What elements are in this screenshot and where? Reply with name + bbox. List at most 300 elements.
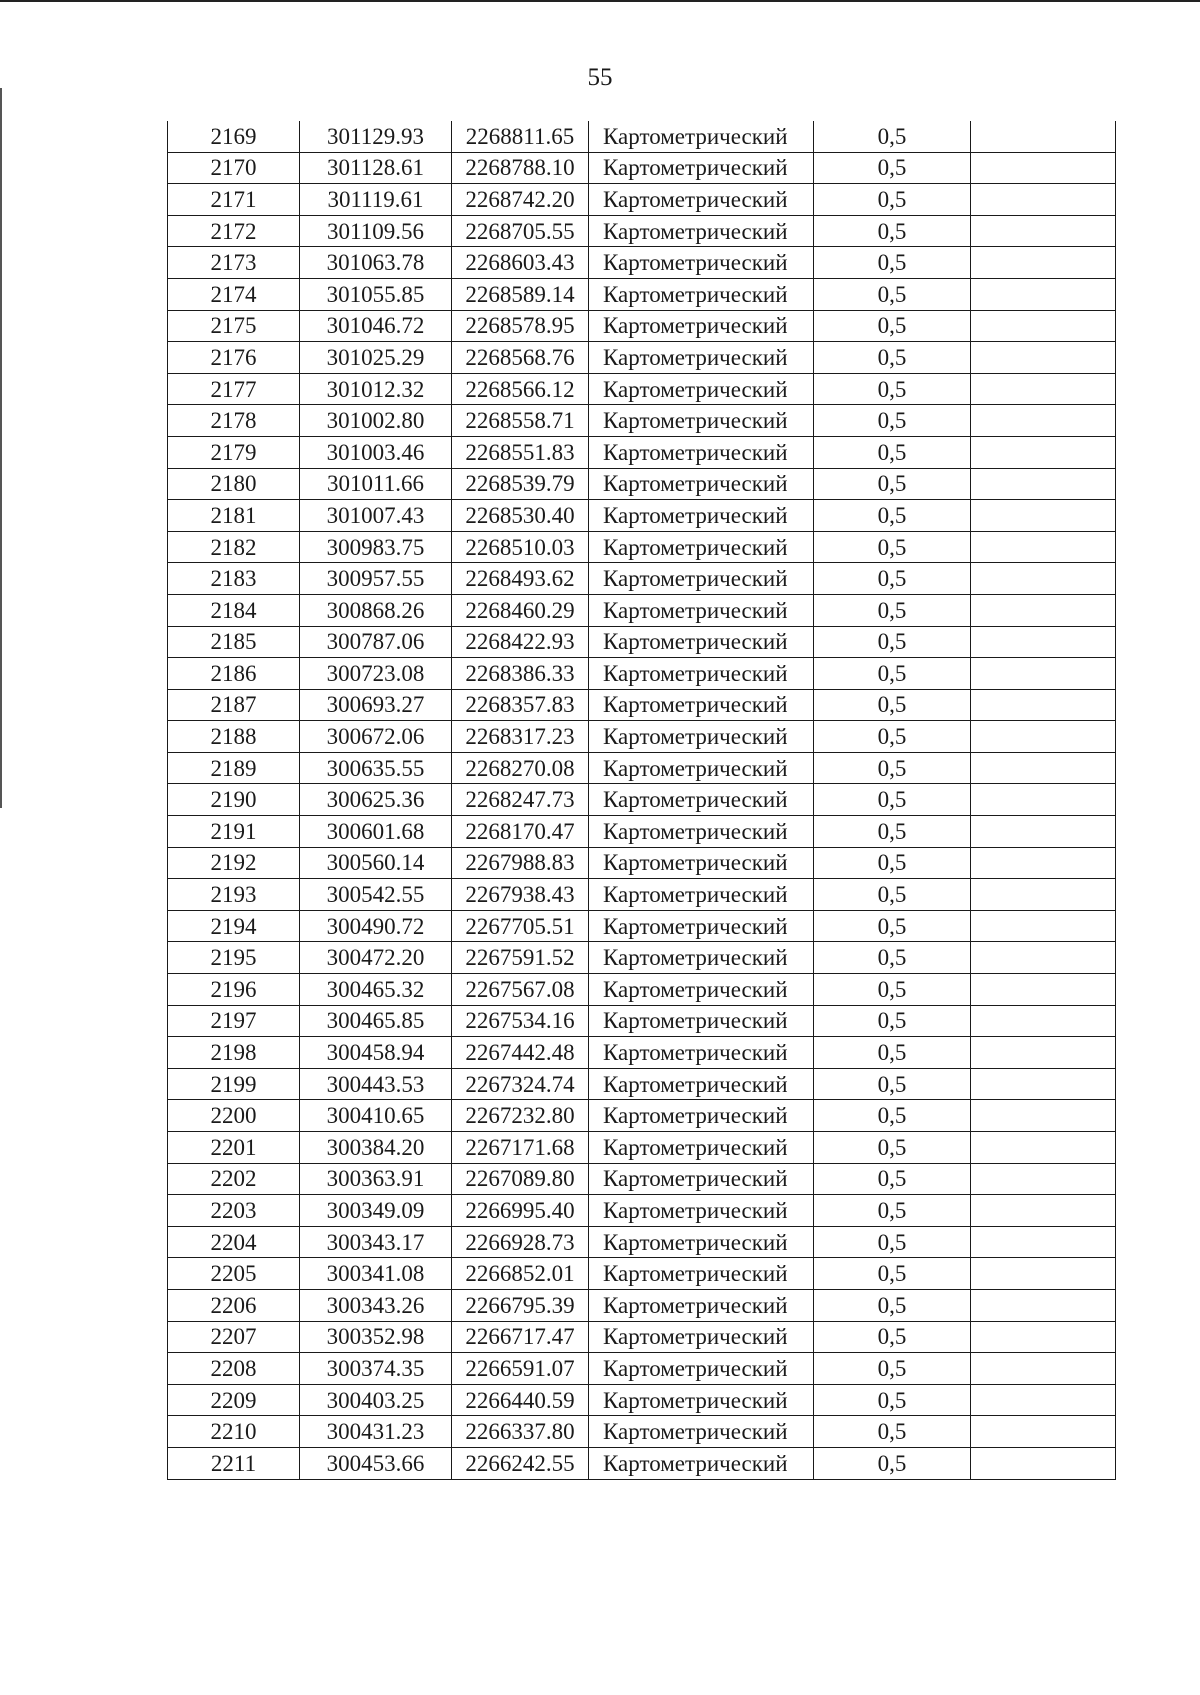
- blank-cell: [971, 816, 1116, 848]
- point-number-cell: 2196: [168, 974, 300, 1006]
- point-number-cell: 2187: [168, 689, 300, 721]
- method-cell: Картометрический: [589, 1289, 814, 1321]
- page-number: 55: [587, 64, 613, 91]
- point-number-cell: 2211: [168, 1447, 300, 1479]
- y-coordinate-cell: 2266337.80: [452, 1416, 589, 1448]
- table-row: [168, 626, 1116, 658]
- x-coordinate-cell: 301119.61: [300, 184, 452, 216]
- point-number-cell: 2173: [168, 247, 300, 279]
- method-cell: Картометрический: [589, 500, 814, 532]
- y-coordinate-cell: 2266717.47: [452, 1321, 589, 1353]
- x-coordinate-cell: 300384.20: [300, 1132, 452, 1164]
- x-coordinate-cell: 300349.09: [300, 1195, 452, 1227]
- precision-cell: 0,5: [814, 816, 971, 848]
- precision-cell: 0,5: [814, 1384, 971, 1416]
- table-row: [168, 1163, 1116, 1195]
- table-row: [168, 594, 1116, 626]
- x-coordinate-cell: 300983.75: [300, 531, 452, 563]
- method-cell: Картометрический: [589, 689, 814, 721]
- y-coordinate-cell: 2268510.03: [452, 531, 589, 563]
- blank-cell: [971, 689, 1116, 721]
- x-coordinate-cell: 300868.26: [300, 594, 452, 626]
- blank-cell: [971, 1321, 1116, 1353]
- point-number-cell: 2209: [168, 1384, 300, 1416]
- method-cell: Картометрический: [589, 1384, 814, 1416]
- table-row: [168, 342, 1116, 374]
- y-coordinate-cell: 2268568.76: [452, 342, 589, 374]
- x-coordinate-cell: 301012.32: [300, 373, 452, 405]
- point-number-cell: 2176: [168, 342, 300, 374]
- x-coordinate-cell: 300787.06: [300, 626, 452, 658]
- y-coordinate-cell: 2267171.68: [452, 1132, 589, 1164]
- table-row: [168, 152, 1116, 184]
- blank-cell: [971, 1384, 1116, 1416]
- method-cell: Картометрический: [589, 121, 814, 152]
- table-row: [168, 278, 1116, 310]
- blank-cell: [971, 278, 1116, 310]
- y-coordinate-cell: 2268386.33: [452, 658, 589, 690]
- x-coordinate-cell: 300957.55: [300, 563, 452, 595]
- method-cell: Картометрический: [589, 373, 814, 405]
- y-coordinate-cell: 2267567.08: [452, 974, 589, 1006]
- precision-cell: 0,5: [814, 373, 971, 405]
- table-row: [168, 910, 1116, 942]
- method-cell: Картометрический: [589, 784, 814, 816]
- y-coordinate-cell: 2267232.80: [452, 1100, 589, 1132]
- point-number-cell: 2199: [168, 1068, 300, 1100]
- blank-cell: [971, 1258, 1116, 1290]
- method-cell: Картометрический: [589, 184, 814, 216]
- y-coordinate-cell: 2266995.40: [452, 1195, 589, 1227]
- precision-cell: 0,5: [814, 594, 971, 626]
- precision-cell: 0,5: [814, 1132, 971, 1164]
- y-coordinate-cell: 2268788.10: [452, 152, 589, 184]
- precision-cell: 0,5: [814, 500, 971, 532]
- table-row: [168, 121, 1116, 152]
- precision-cell: 0,5: [814, 1005, 971, 1037]
- method-cell: Картометрический: [589, 1068, 814, 1100]
- method-cell: Картометрический: [589, 594, 814, 626]
- point-number-cell: 2203: [168, 1195, 300, 1227]
- blank-cell: [971, 721, 1116, 753]
- method-cell: Картометрический: [589, 215, 814, 247]
- blank-cell: [971, 121, 1116, 152]
- y-coordinate-cell: 2268603.43: [452, 247, 589, 279]
- precision-cell: 0,5: [814, 1226, 971, 1258]
- x-coordinate-cell: 300465.32: [300, 974, 452, 1006]
- precision-cell: 0,5: [814, 689, 971, 721]
- precision-cell: 0,5: [814, 658, 971, 690]
- method-cell: Картометрический: [589, 1416, 814, 1448]
- blank-cell: [971, 1100, 1116, 1132]
- y-coordinate-cell: 2267324.74: [452, 1068, 589, 1100]
- point-number-cell: 2192: [168, 847, 300, 879]
- blank-cell: [971, 1132, 1116, 1164]
- table-row: [168, 1037, 1116, 1069]
- table-row: [168, 689, 1116, 721]
- x-coordinate-cell: 301011.66: [300, 468, 452, 500]
- precision-cell: 0,5: [814, 342, 971, 374]
- page-top-rule: [0, 0, 1200, 2]
- precision-cell: 0,5: [814, 436, 971, 468]
- method-cell: Картометрический: [589, 152, 814, 184]
- x-coordinate-cell: 301063.78: [300, 247, 452, 279]
- precision-cell: 0,5: [814, 1068, 971, 1100]
- x-coordinate-cell: 301007.43: [300, 500, 452, 532]
- precision-cell: 0,5: [814, 752, 971, 784]
- blank-cell: [971, 1005, 1116, 1037]
- table-row: [168, 310, 1116, 342]
- x-coordinate-cell: 300352.98: [300, 1321, 452, 1353]
- table-row: [168, 1258, 1116, 1290]
- table-row: [168, 1384, 1116, 1416]
- x-coordinate-cell: 300341.08: [300, 1258, 452, 1290]
- precision-cell: 0,5: [814, 1353, 971, 1385]
- method-cell: Картометрический: [589, 816, 814, 848]
- y-coordinate-cell: 2266242.55: [452, 1447, 589, 1479]
- y-coordinate-cell: 2267938.43: [452, 879, 589, 911]
- x-coordinate-cell: 300403.25: [300, 1384, 452, 1416]
- point-number-cell: 2208: [168, 1353, 300, 1385]
- blank-cell: [971, 215, 1116, 247]
- table-row: [168, 531, 1116, 563]
- x-coordinate-cell: 300343.17: [300, 1226, 452, 1258]
- blank-cell: [971, 1353, 1116, 1385]
- method-cell: Картометрический: [589, 879, 814, 911]
- method-cell: Картометрический: [589, 563, 814, 595]
- precision-cell: 0,5: [814, 1195, 971, 1227]
- table-row: [168, 752, 1116, 784]
- point-number-cell: 2210: [168, 1416, 300, 1448]
- table-row: [168, 816, 1116, 848]
- blank-cell: [971, 152, 1116, 184]
- table-row: [168, 658, 1116, 690]
- blank-cell: [971, 879, 1116, 911]
- y-coordinate-cell: 2266852.01: [452, 1258, 589, 1290]
- point-number-cell: 2170: [168, 152, 300, 184]
- x-coordinate-cell: 300490.72: [300, 910, 452, 942]
- table-row: [168, 847, 1116, 879]
- point-number-cell: 2204: [168, 1226, 300, 1258]
- table-row: [168, 1321, 1116, 1353]
- table-row: [168, 721, 1116, 753]
- table-row: [168, 1416, 1116, 1448]
- x-coordinate-cell: 301055.85: [300, 278, 452, 310]
- method-cell: Картометрический: [589, 974, 814, 1006]
- precision-cell: 0,5: [814, 1163, 971, 1195]
- precision-cell: 0,5: [814, 942, 971, 974]
- method-cell: Картометрический: [589, 405, 814, 437]
- x-coordinate-cell: 301025.29: [300, 342, 452, 374]
- y-coordinate-cell: 2266591.07: [452, 1353, 589, 1385]
- y-coordinate-cell: 2268170.47: [452, 816, 589, 848]
- point-number-cell: 2183: [168, 563, 300, 595]
- point-number-cell: 2171: [168, 184, 300, 216]
- x-coordinate-cell: 300343.26: [300, 1289, 452, 1321]
- precision-cell: 0,5: [814, 847, 971, 879]
- method-cell: Картометрический: [589, 468, 814, 500]
- point-number-cell: 2180: [168, 468, 300, 500]
- x-coordinate-cell: 300458.94: [300, 1037, 452, 1069]
- point-number-cell: 2202: [168, 1163, 300, 1195]
- y-coordinate-cell: 2266928.73: [452, 1226, 589, 1258]
- y-coordinate-cell: 2267591.52: [452, 942, 589, 974]
- point-number-cell: 2205: [168, 1258, 300, 1290]
- page-left-rule: [0, 88, 2, 808]
- point-number-cell: 2188: [168, 721, 300, 753]
- y-coordinate-cell: 2268493.62: [452, 563, 589, 595]
- x-coordinate-cell: 300410.65: [300, 1100, 452, 1132]
- method-cell: Картометрический: [589, 1037, 814, 1069]
- y-coordinate-cell: 2268247.73: [452, 784, 589, 816]
- point-number-cell: 2179: [168, 436, 300, 468]
- x-coordinate-cell: 300601.68: [300, 816, 452, 848]
- point-number-cell: 2189: [168, 752, 300, 784]
- point-number-cell: 2200: [168, 1100, 300, 1132]
- blank-cell: [971, 1289, 1116, 1321]
- blank-cell: [971, 531, 1116, 563]
- precision-cell: 0,5: [814, 721, 971, 753]
- method-cell: Картометрический: [589, 1100, 814, 1132]
- x-coordinate-cell: 300693.27: [300, 689, 452, 721]
- method-cell: Картометрический: [589, 752, 814, 784]
- x-coordinate-cell: 300635.55: [300, 752, 452, 784]
- y-coordinate-cell: 2268578.95: [452, 310, 589, 342]
- method-cell: Картометрический: [589, 1163, 814, 1195]
- y-coordinate-cell: 2268317.23: [452, 721, 589, 753]
- table-row: [168, 184, 1116, 216]
- method-cell: Картометрический: [589, 436, 814, 468]
- precision-cell: 0,5: [814, 1100, 971, 1132]
- table-row: [168, 784, 1116, 816]
- method-cell: Картометрический: [589, 1321, 814, 1353]
- precision-cell: 0,5: [814, 152, 971, 184]
- point-number-cell: 2201: [168, 1132, 300, 1164]
- table-row: [168, 1447, 1116, 1479]
- x-coordinate-cell: 301129.93: [300, 121, 452, 152]
- y-coordinate-cell: 2268589.14: [452, 278, 589, 310]
- precision-cell: 0,5: [814, 1321, 971, 1353]
- point-number-cell: 2184: [168, 594, 300, 626]
- table-row: [168, 500, 1116, 532]
- x-coordinate-cell: 300472.20: [300, 942, 452, 974]
- point-number-cell: 2185: [168, 626, 300, 658]
- precision-cell: 0,5: [814, 1037, 971, 1069]
- table-row: [168, 436, 1116, 468]
- precision-cell: 0,5: [814, 974, 971, 1006]
- x-coordinate-cell: 300723.08: [300, 658, 452, 690]
- x-coordinate-cell: 300374.35: [300, 1353, 452, 1385]
- point-number-cell: 2194: [168, 910, 300, 942]
- blank-cell: [971, 1163, 1116, 1195]
- point-number-cell: 2191: [168, 816, 300, 848]
- point-number-cell: 2182: [168, 531, 300, 563]
- precision-cell: 0,5: [814, 879, 971, 911]
- x-coordinate-cell: 301128.61: [300, 152, 452, 184]
- y-coordinate-cell: 2268742.20: [452, 184, 589, 216]
- blank-cell: [971, 847, 1116, 879]
- blank-cell: [971, 247, 1116, 279]
- x-coordinate-cell: 300672.06: [300, 721, 452, 753]
- blank-cell: [971, 942, 1116, 974]
- x-coordinate-cell: 300625.36: [300, 784, 452, 816]
- method-cell: Картометрический: [589, 247, 814, 279]
- y-coordinate-cell: 2268539.79: [452, 468, 589, 500]
- precision-cell: 0,5: [814, 531, 971, 563]
- point-number-cell: 2178: [168, 405, 300, 437]
- x-coordinate-cell: 300431.23: [300, 1416, 452, 1448]
- blank-cell: [971, 658, 1116, 690]
- method-cell: Картометрический: [589, 626, 814, 658]
- table-row: [168, 1005, 1116, 1037]
- point-number-cell: 2190: [168, 784, 300, 816]
- x-coordinate-cell: 301046.72: [300, 310, 452, 342]
- method-cell: Картометрический: [589, 721, 814, 753]
- x-coordinate-cell: 300560.14: [300, 847, 452, 879]
- x-coordinate-cell: 300363.91: [300, 1163, 452, 1195]
- precision-cell: 0,5: [814, 1447, 971, 1479]
- point-number-cell: 2195: [168, 942, 300, 974]
- blank-cell: [971, 1195, 1116, 1227]
- blank-cell: [971, 1416, 1116, 1448]
- y-coordinate-cell: 2267988.83: [452, 847, 589, 879]
- method-cell: Картометрический: [589, 1132, 814, 1164]
- method-cell: Картометрический: [589, 1258, 814, 1290]
- method-cell: Картометрический: [589, 1195, 814, 1227]
- blank-cell: [971, 342, 1116, 374]
- blank-cell: [971, 310, 1116, 342]
- blank-cell: [971, 184, 1116, 216]
- blank-cell: [971, 405, 1116, 437]
- x-coordinate-cell: 300443.53: [300, 1068, 452, 1100]
- method-cell: Картометрический: [589, 1226, 814, 1258]
- precision-cell: 0,5: [814, 910, 971, 942]
- table-row: [168, 974, 1116, 1006]
- method-cell: Картометрический: [589, 1353, 814, 1385]
- blank-cell: [971, 784, 1116, 816]
- table-row: [168, 1132, 1116, 1164]
- method-cell: Картометрический: [589, 942, 814, 974]
- point-number-cell: 2172: [168, 215, 300, 247]
- blank-cell: [971, 1226, 1116, 1258]
- point-number-cell: 2175: [168, 310, 300, 342]
- table-row: [168, 1226, 1116, 1258]
- table-row: [168, 468, 1116, 500]
- blank-cell: [971, 436, 1116, 468]
- x-coordinate-cell: 301109.56: [300, 215, 452, 247]
- precision-cell: 0,5: [814, 215, 971, 247]
- table-row: [168, 247, 1116, 279]
- blank-cell: [971, 1068, 1116, 1100]
- precision-cell: 0,5: [814, 278, 971, 310]
- table-row: [168, 1100, 1116, 1132]
- y-coordinate-cell: 2268811.65: [452, 121, 589, 152]
- method-cell: Картометрический: [589, 658, 814, 690]
- table-row: [168, 405, 1116, 437]
- point-number-cell: 2206: [168, 1289, 300, 1321]
- y-coordinate-cell: 2268558.71: [452, 405, 589, 437]
- y-coordinate-cell: 2267534.16: [452, 1005, 589, 1037]
- precision-cell: 0,5: [814, 1258, 971, 1290]
- precision-cell: 0,5: [814, 247, 971, 279]
- method-cell: Картометрический: [589, 1005, 814, 1037]
- table-row: [168, 215, 1116, 247]
- y-coordinate-cell: 2268551.83: [452, 436, 589, 468]
- blank-cell: [971, 500, 1116, 532]
- y-coordinate-cell: 2268705.55: [452, 215, 589, 247]
- y-coordinate-cell: 2267705.51: [452, 910, 589, 942]
- x-coordinate-cell: 300453.66: [300, 1447, 452, 1479]
- blank-cell: [971, 910, 1116, 942]
- y-coordinate-cell: 2266440.59: [452, 1384, 589, 1416]
- table-row: [168, 1289, 1116, 1321]
- blank-cell: [971, 594, 1116, 626]
- x-coordinate-cell: 300542.55: [300, 879, 452, 911]
- precision-cell: 0,5: [814, 563, 971, 595]
- point-number-cell: 2169: [168, 121, 300, 152]
- blank-cell: [971, 1037, 1116, 1069]
- method-cell: Картометрический: [589, 310, 814, 342]
- precision-cell: 0,5: [814, 405, 971, 437]
- method-cell: Картометрический: [589, 531, 814, 563]
- table-row: [168, 373, 1116, 405]
- y-coordinate-cell: 2268357.83: [452, 689, 589, 721]
- y-coordinate-cell: 2268460.29: [452, 594, 589, 626]
- method-cell: Картометрический: [589, 910, 814, 942]
- x-coordinate-cell: 301002.80: [300, 405, 452, 437]
- x-coordinate-cell: 300465.85: [300, 1005, 452, 1037]
- blank-cell: [971, 1447, 1116, 1479]
- table-row: [168, 879, 1116, 911]
- table-row: [168, 1068, 1116, 1100]
- point-number-cell: 2181: [168, 500, 300, 532]
- y-coordinate-cell: 2268530.40: [452, 500, 589, 532]
- table-row: [168, 942, 1116, 974]
- precision-cell: 0,5: [814, 626, 971, 658]
- blank-cell: [971, 563, 1116, 595]
- blank-cell: [971, 468, 1116, 500]
- precision-cell: 0,5: [814, 1416, 971, 1448]
- precision-cell: 0,5: [814, 121, 971, 152]
- method-cell: Картометрический: [589, 278, 814, 310]
- y-coordinate-cell: 2268566.12: [452, 373, 589, 405]
- precision-cell: 0,5: [814, 310, 971, 342]
- x-coordinate-cell: 301003.46: [300, 436, 452, 468]
- table-row: [168, 1353, 1116, 1385]
- point-number-cell: 2177: [168, 373, 300, 405]
- method-cell: Картометрический: [589, 1447, 814, 1479]
- y-coordinate-cell: 2267089.80: [452, 1163, 589, 1195]
- precision-cell: 0,5: [814, 1289, 971, 1321]
- blank-cell: [971, 626, 1116, 658]
- table-row: [168, 563, 1116, 595]
- precision-cell: 0,5: [814, 184, 971, 216]
- table-row: [168, 1195, 1116, 1227]
- y-coordinate-cell: 2268422.93: [452, 626, 589, 658]
- y-coordinate-cell: 2267442.48: [452, 1037, 589, 1069]
- precision-cell: 0,5: [814, 468, 971, 500]
- method-cell: Картометрический: [589, 847, 814, 879]
- blank-cell: [971, 373, 1116, 405]
- y-coordinate-cell: 2268270.08: [452, 752, 589, 784]
- point-number-cell: 2197: [168, 1005, 300, 1037]
- y-coordinate-cell: 2266795.39: [452, 1289, 589, 1321]
- table-body: [168, 121, 1116, 1479]
- point-number-cell: 2174: [168, 278, 300, 310]
- point-number-cell: 2193: [168, 879, 300, 911]
- method-cell: Картометрический: [589, 342, 814, 374]
- coordinates-table: [167, 121, 1116, 1480]
